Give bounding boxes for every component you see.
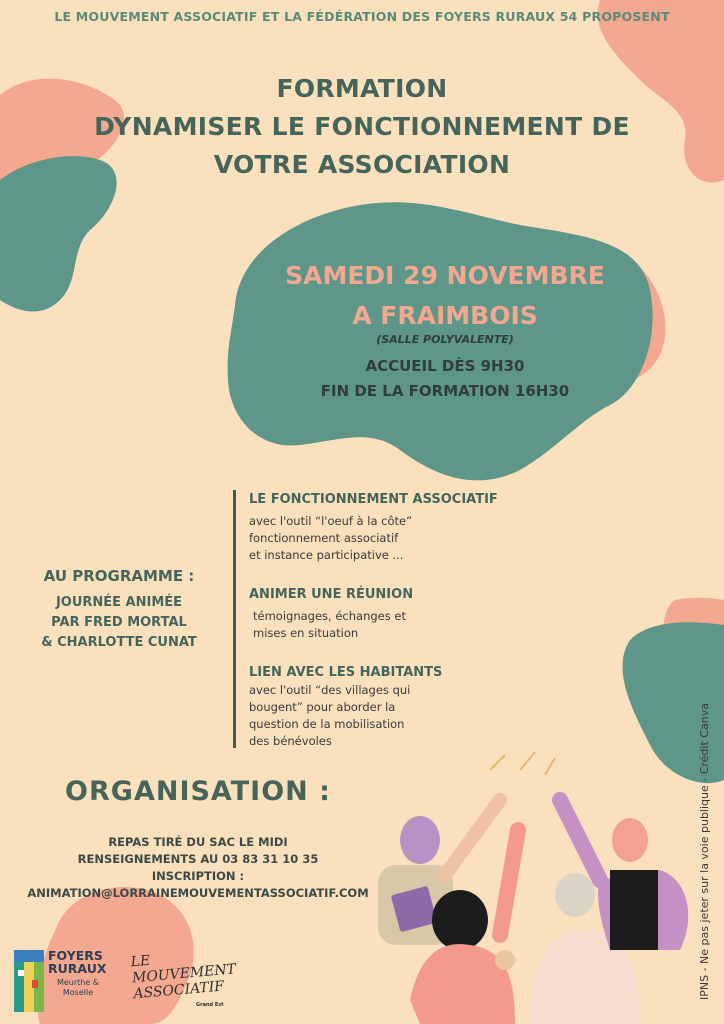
programme-line: PAR FRED MORTAL bbox=[51, 615, 187, 630]
section-text bbox=[253, 608, 439, 642]
section-line: fonctionnement associatif bbox=[249, 531, 399, 545]
organisation-title: ORGANISATION : bbox=[65, 776, 331, 807]
event-date: SAMEDI 29 NOVEMBRE bbox=[285, 261, 605, 290]
event-welcome: ACCUEIL DÈS 9H30 bbox=[365, 357, 525, 375]
programme-divider bbox=[233, 490, 236, 748]
programme-section-2 bbox=[249, 587, 439, 642]
section-line: question de la mobilisation bbox=[249, 717, 405, 731]
programme-hosts bbox=[14, 593, 224, 653]
section-heading: ANIMER UNE RÉUNION bbox=[249, 587, 414, 602]
section-line: mises en situation bbox=[253, 626, 359, 640]
section-heading: LE FONCTIONNEMENT ASSOCIATIF bbox=[249, 492, 498, 507]
header-proposal: LE MOUVEMENT ASSOCIATIF ET LA FÉDÉRATION DES FOYERS RURAUX 54 PROPOSENT bbox=[54, 9, 670, 24]
event-venue: (SALLE POLYVALENTE) bbox=[376, 333, 514, 346]
title-line: VOTRE ASSOCIATION bbox=[213, 150, 511, 179]
section-line: bougent” pour aborder la bbox=[249, 700, 396, 714]
foyers-ruraux-logo-region: Meurthe & Moselle bbox=[56, 978, 100, 997]
title-line: FORMATION bbox=[276, 74, 448, 103]
section-line: avec l'outil “des villages qui bbox=[249, 683, 411, 697]
section-line: avec l'outil “l'oeuf à la côte” bbox=[249, 514, 413, 528]
programme-line: JOURNÉE ANIMÉE bbox=[55, 595, 183, 610]
programme-line: & CHARLOTTE CUNAT bbox=[41, 635, 197, 650]
organisation-line: RENSEIGNEMENTS AU 03 83 31 10 35 bbox=[77, 852, 319, 866]
mouvement-associatif-logo-name: LE MOUVEMENT ASSOCIATIF bbox=[130, 952, 237, 1003]
section-line: des bénévoles bbox=[249, 734, 332, 748]
foyers-ruraux-logo-name: FOYERS RURAUX bbox=[48, 948, 107, 976]
title-line: DYNAMISER LE FONCTIONNEMENT DE bbox=[94, 112, 630, 141]
section-text bbox=[249, 513, 447, 564]
section-heading: LIEN AVEC LES HABITANTS bbox=[249, 665, 443, 680]
programme-section-1 bbox=[249, 492, 498, 564]
event-date-place bbox=[230, 256, 660, 336]
organisation-line: INSCRIPTION : bbox=[151, 869, 245, 883]
programme-title: AU PROGRAMME : bbox=[43, 567, 195, 585]
organisation-line: REPAS TIRÉ DU SAC LE MIDI bbox=[108, 835, 288, 849]
organisation-email[interactable]: ANIMATION@LORRAINEMOUVEMENTASSOCIATIF.COM bbox=[27, 886, 369, 900]
high-five-illustration bbox=[378, 752, 688, 1024]
organisation-details bbox=[0, 834, 396, 902]
section-text bbox=[249, 682, 449, 750]
event-times bbox=[230, 354, 660, 404]
programme-section-3 bbox=[249, 665, 449, 750]
section-line: témoignages, échanges et bbox=[253, 609, 406, 623]
legal-footnote: IPNS - Ne pas jeter sur la voie publique - Crédit Canva bbox=[698, 703, 711, 1000]
event-place: A FRAIMBOIS bbox=[352, 301, 538, 330]
page-title bbox=[0, 70, 724, 184]
mouvement-associatif-logo-region: Grand Est bbox=[196, 1002, 224, 1008]
event-end: FIN DE LA FORMATION 16H30 bbox=[320, 382, 570, 400]
foyers-ruraux-logo-mark bbox=[14, 950, 44, 1012]
section-line: et instance participative ... bbox=[249, 548, 404, 562]
